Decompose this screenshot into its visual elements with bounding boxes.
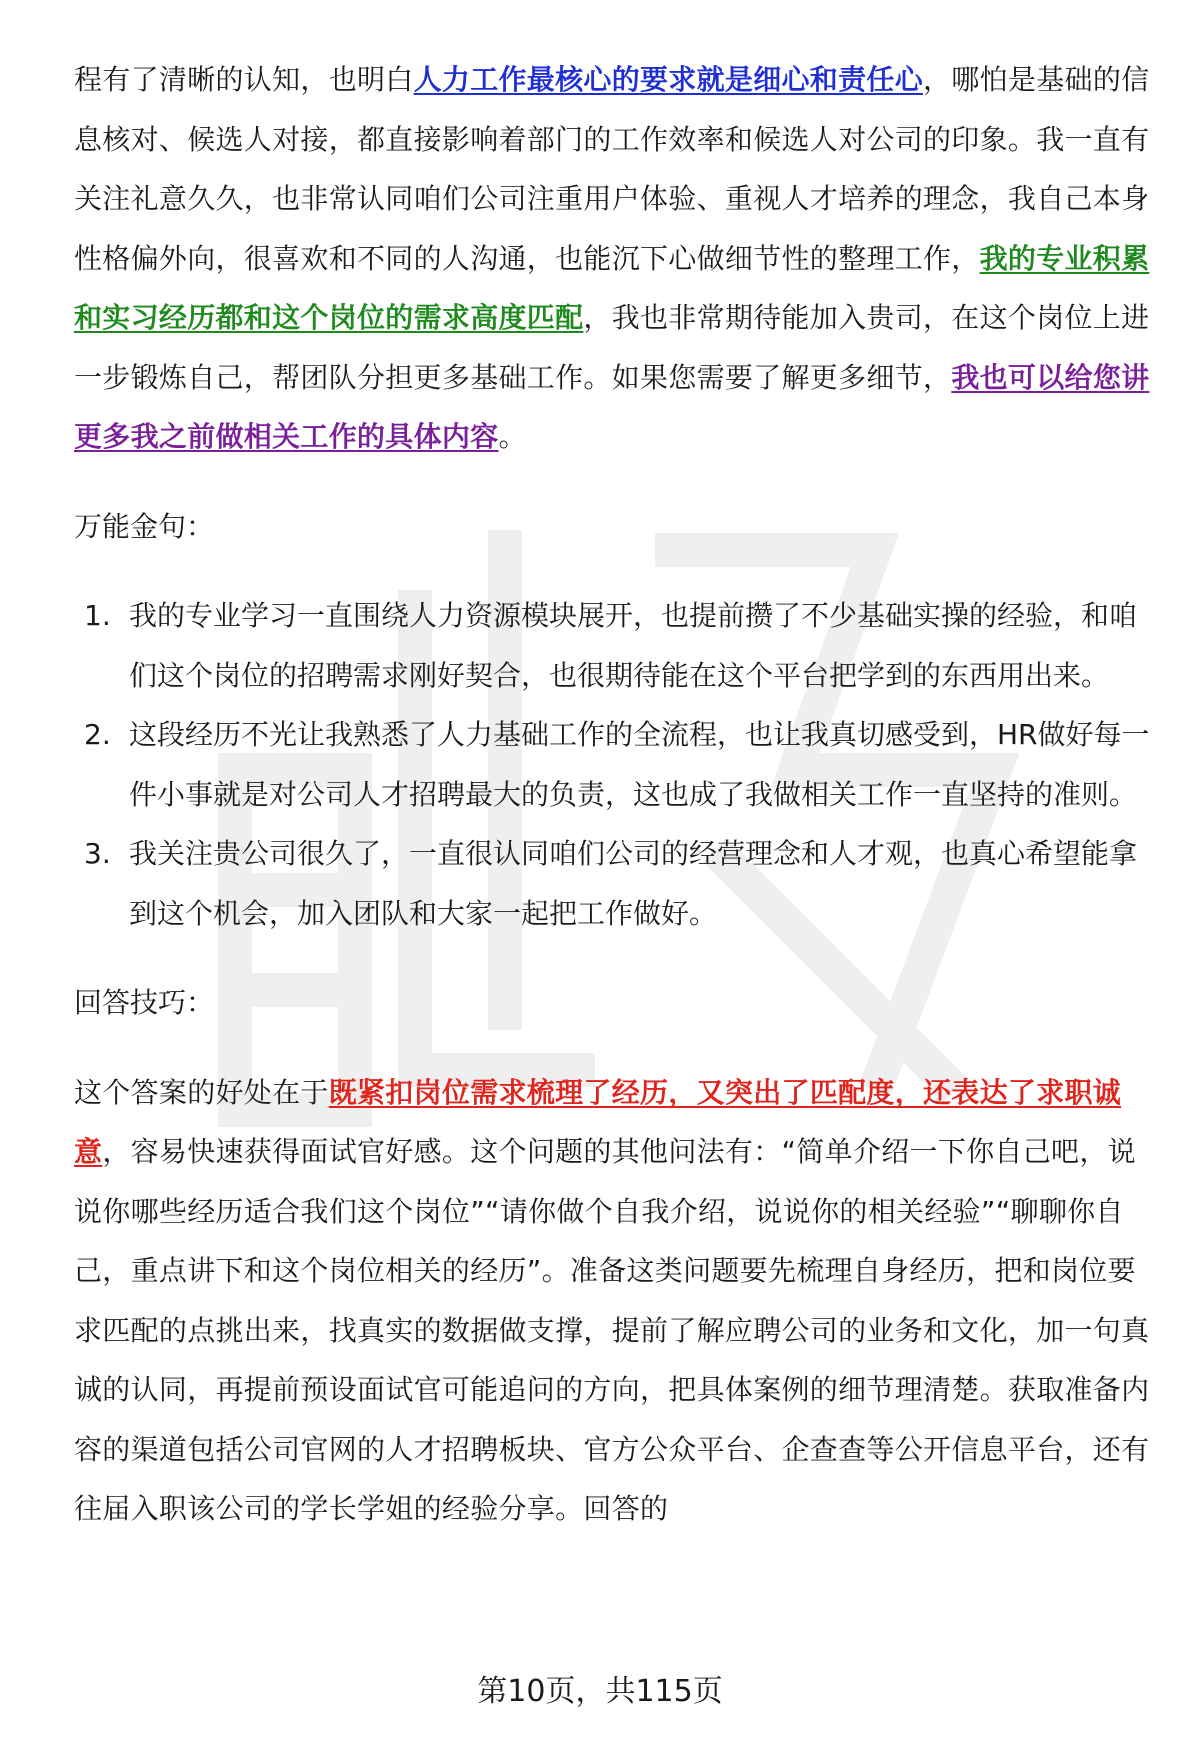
paragraph-text: ，容易快速获得面试官好感。这个问题的其他问法有：“简单介绍一下你自己吧，说说你哪些经历适合我们这个岗位”“请你做个自我介绍，说说你的相关经验”“聊聊你自己，重点讲下和这个岗位相关的经历”。准备这类问题要先梳理自身经历，把和岗位要求匹配的点挑出来，找真实的数据做支撑，提前了解应聘公司的业务和文化，加一句真诚的认同，再提前预设面试官可能追问的方向，把具体案例的细节理清楚。获取准备内容的渠道包括公司官网的人才招聘板块、官方公众平台、企查查等公开信息平台，还有往届入职该公司的学长学姐的经验分享。回答的 (74, 1135, 1150, 1525)
paragraph-text: 这个答案的好处在于 (74, 1075, 329, 1109)
list-item-text: 我关注贵公司很久了，一直很认同咱们公司的经营理念和人才观，也真心希望能拿到这个机会，加入团队和大家一起把工作做好。 (129, 837, 1138, 930)
golden-sentences-list (74, 586, 1154, 943)
highlight-green: 我的专业积累和实习经历都和这个岗位的需求高度匹配 (74, 241, 1150, 334)
page-number-footer: 第10页，共115页 (477, 1674, 723, 1709)
tips-paragraph (74, 1063, 1154, 1539)
highlight-purple: 我也可以给您讲更多我之前做相关工作的具体内容 (74, 360, 1150, 453)
list-number: 1. (84, 599, 111, 632)
list-item (74, 705, 1154, 824)
list-number: 3. (84, 837, 111, 870)
section-heading-golden-sentences: 万能金句： (74, 509, 215, 543)
document-page (74, 50, 1154, 1539)
list-item (74, 824, 1154, 943)
section-heading-answer-tips: 回答技巧： (74, 986, 215, 1019)
highlight-red: 既紧扣岗位需求梳理了经历，又突出了匹配度，还表达了求职诚意 (74, 1075, 1122, 1168)
list-item-text: 我的专业学习一直围绕人力资源模块展开，也提前攒了不少基础实操的经验，和咱们这个岗位的招聘需求刚好契合，也很期待能在这个平台把学到的东西用出来。 (129, 599, 1138, 692)
paragraph-text: 程有了清晰的认知，也明白 (74, 63, 414, 96)
list-item-text: 这段经历不光让我熟悉了人力基础工作的全流程，也让我真切感受到，HR做好每一件小事就是对公司人才招聘最大的负责，这也成了我做相关工作一直坚持的准则。 (129, 718, 1150, 811)
paragraph-text: ，哪怕是基础的信息核对、候选人对接，都直接影响着部门的工作效率和候选人对公司的印象。我一直有关注礼意久久，也非常认同咱们公司注重用户体验、重视人才培养的理念，我自己本身性格偏外向，很喜欢和不同的人沟通，也能沉下心做细节性的整理工作， (74, 63, 1150, 275)
intro-paragraph (74, 50, 1154, 467)
highlight-blue: 人力工作最核心的要求就是细心和责任心 (413, 63, 924, 96)
list-number: 2. (84, 718, 111, 751)
list-item (74, 586, 1154, 705)
paragraph-text: 。 (498, 420, 527, 453)
paragraph-text: ，我也非常期待能加入贵司，在这个岗位上进一步锻炼自己，帮团队分担更多基础工作。如果您需要了解更多细节， (74, 301, 1150, 394)
